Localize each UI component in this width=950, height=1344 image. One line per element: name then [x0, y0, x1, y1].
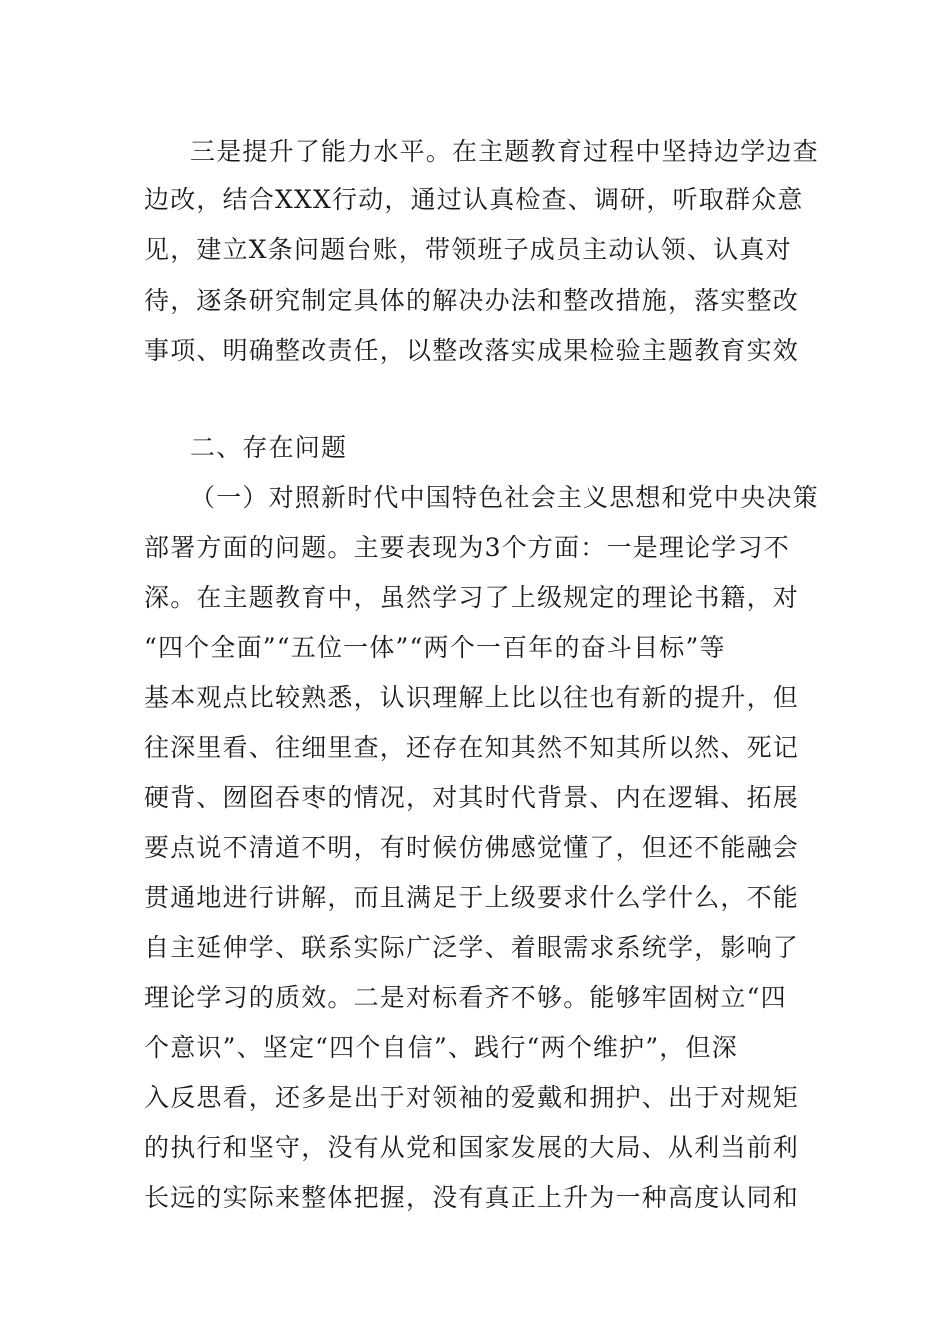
paragraph-line: 边改，结合XXX行动，通过认真检查、调研，听取群众意: [144, 185, 804, 214]
paragraph-line: 理论学习的质效。二是对标看齐不够。能够牢固树立“四: [144, 983, 787, 1012]
paragraph-line: （一）对照新时代中国特色社会主义思想和党中央决策: [190, 483, 819, 512]
paragraph-line: 贯通地进行讲解，而且满足于上级要求什么学什么，不能: [144, 883, 800, 912]
paragraph-line: 的执行和坚守，没有从党和国家发展的大局、从利当前利: [144, 1133, 800, 1162]
paragraph-line: 深。在主题教育中，虽然学习了上级规定的理论书籍，对: [144, 583, 800, 612]
paragraph-line: 长远的实际来整体把握，没有真正上升为一种高度认同和: [144, 1183, 800, 1212]
paragraph-line: 入反思看，还多是出于对领袖的爱戴和拥护、出于对规矩: [144, 1083, 800, 1112]
paragraph-line: 部署方面的问题。主要表现为3个方面：一是理论学习不: [144, 533, 790, 562]
paragraph-line: 待，逐条研究制定具体的解决办法和整改措施，落实整改: [144, 286, 800, 315]
paragraph-line: 见，建立X条问题台账，带领班子成员主动认领、认真对: [144, 235, 792, 264]
paragraph-line: “四个全面”“五位一体”“两个一百年的奋斗目标”等: [144, 633, 726, 662]
paragraph-line: 往深里看、往细里查，还存在知其然不知其所以然、死记: [144, 733, 800, 762]
section-heading: 二、存在问题: [190, 433, 348, 462]
paragraph-line: 要点说不清道不明，有时候仿佛感觉懂了，但还不能融会: [144, 833, 800, 862]
paragraph-line: 自主延伸学、联系实际广泛学、着眼需求系统学，影响了: [144, 933, 800, 962]
paragraph-line: 事项、明确整改责任，以整改落实成果检验主题教育实效: [144, 336, 800, 365]
paragraph-line: 基本观点比较熟悉，认识理解上比以往也有新的提升，但: [144, 683, 800, 712]
paragraph-line: 三是提升了能力水平。在主题教育过程中坚持边学边查: [190, 137, 819, 166]
paragraph-line: 个意识”、坚定“四个自信”、践行“两个维护”，但深: [144, 1033, 738, 1062]
paragraph-line: 硬背、囫囵吞枣的情况，对其时代背景、内在逻辑、拓展: [144, 783, 800, 812]
